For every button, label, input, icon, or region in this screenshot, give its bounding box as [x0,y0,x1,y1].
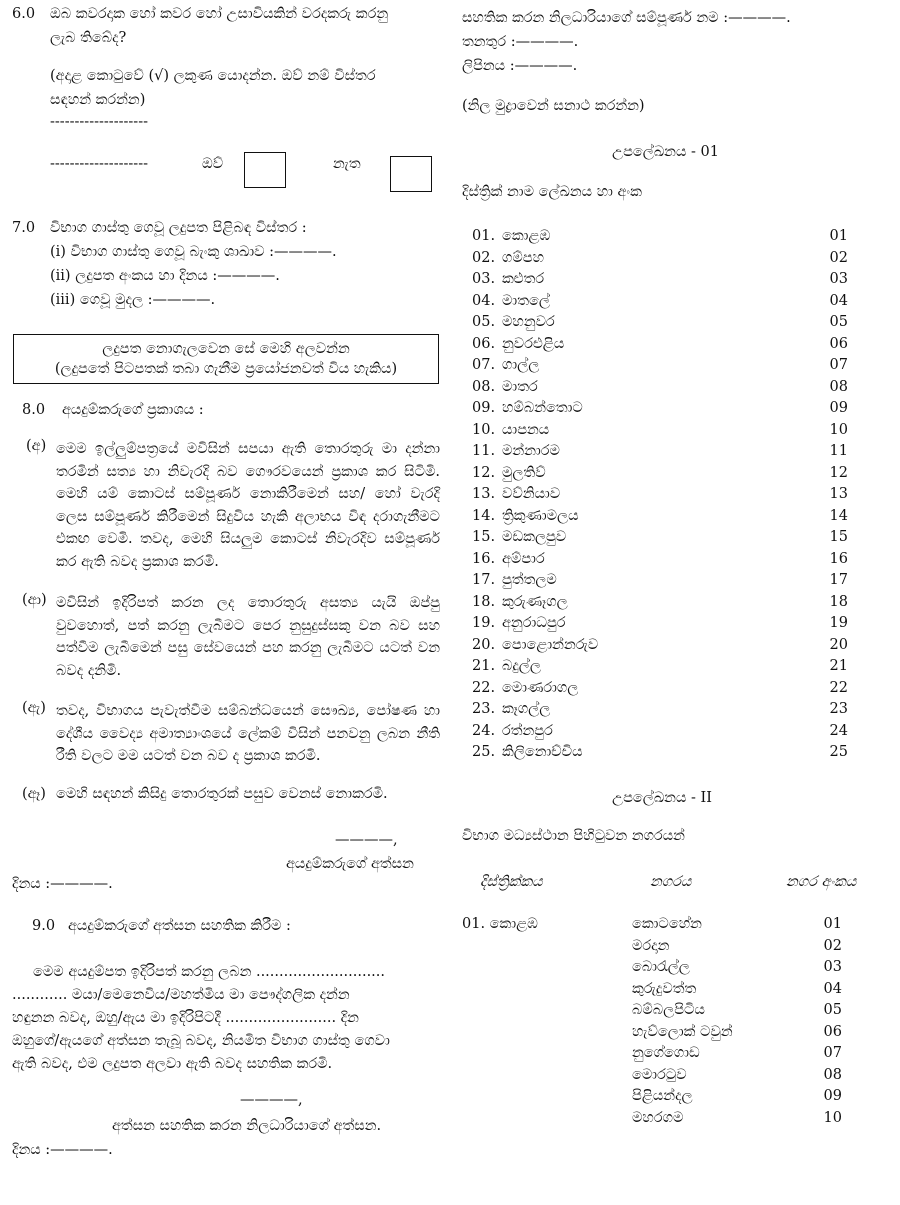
district-code: 15 [829,529,848,545]
q6-number: 6.0 [12,6,36,22]
q8-a-text: මෙම ඉල්ලුම්පත්‍රයේ මවිසින් සපයා ඇති තොරතුරු මා දන්නා තරමින් සත්‍ය හා නිවැරදි බව ගෞරවයෙන් ප්‍රකාශ කර සිටිමි. මෙහි යම් කොටස් සම්පූර්ණ නොකිරීමෙන් සහ/ හෝ වැරදි ලෙස සම්පූර්ණ කිරීමෙන් සිදුවිය හැකි අලාභය විඳ දරාගැනීමට එකඟ වෙමි. තවද, මෙහි සියලුම කොටස් නිවැරදිව සම්පූර්ණ කර ඇති බවද ප්‍රකාශ කරමි. [56,441,440,570]
district-number: 03. [472,271,496,287]
city-row [632,959,842,979]
district-number: 20. [472,636,496,653]
district-name: යාපනය [502,421,550,438]
q7-number: 7.0 [12,220,36,236]
city-code: 01 [823,916,842,932]
col-header-city: නගරය [650,874,692,890]
city-name: බම්බලපිටිය [632,1002,705,1018]
district-name: පුත්තලම [502,572,557,588]
district-number: 15. [472,529,496,545]
city-code: 10 [823,1109,842,1126]
q9-number: 9.0 [32,918,56,934]
officer-signature-label: අත්සන සහතික කරන නිලධාරියාගේ අත්සන. [112,1118,382,1134]
district-code: 07 [829,357,848,373]
district-number: 02. [472,249,496,266]
district-row [472,314,848,334]
district-name: මුලතිව් [502,464,546,481]
receipt-note-line1: ලදුපත නොගැලවෙන සේ මෙහි අලවන්න [102,341,350,357]
city-row [632,981,842,1001]
district-row [472,379,848,399]
district-number: 19. [472,615,496,631]
q7-amount-paid: (iii) ගෙවූ මුදල :————. [50,292,216,308]
district-number: 07. [472,357,496,373]
annex1-heading: උපලේඛනය - 01 [612,144,719,160]
district-code: 03 [829,271,848,287]
district-number: 16. [472,550,496,567]
district-name: පොළොන්නරුව [502,636,599,653]
col-header-city-code: නගර අංකය [786,874,857,890]
district-name: කුරුණෑගල [502,593,568,610]
district-name: නුවරඑළිය [502,335,565,352]
district-code: 19 [829,615,848,631]
q8-b-text: මවිසින් ඉදිරිපත් කරන ලද තොරතුරු අසත්‍ය යැයි ඔප්පු වුවහොත්, පත් කරනු ලැබීමට පෙර නුසුදුස්සකු වන බව සහ පත්වීම ලැබීමෙන් පසු සේවයෙන් පහ කරනු ලැබීමට යටත් වන බවද දනිමි. [56,595,440,679]
district-name: බදුල්ල [502,658,541,674]
district-row [472,701,848,721]
district-name: මොණරාගල [502,679,579,696]
district-name: කෑගල්ල [502,701,551,717]
q7-bank-branch: (i) විභාග ගාස්තු ගෙවූ බැංකු ශාඛාව :————. [50,244,337,260]
district-number: 21. [472,658,496,674]
district-code: 16 [829,550,848,567]
official-seal-note: (නිල මුද්‍රාවෙන් සනාථ කරන්න) [462,98,645,114]
district-code: 12 [829,464,848,481]
district-row [472,271,848,291]
district-name: කළුතර [502,271,545,287]
district-number: 18. [472,593,496,610]
q9-text-line2: ............ මයා/මෙනෙවිය/මහත්මිය මා පෞද්ගලික දන්න [12,987,350,1003]
district-name: ගාල්ල [502,357,540,373]
district-row [472,594,848,614]
district-number: 12. [472,464,496,481]
district-name: හම්බන්තොට [502,400,583,416]
q8-d-label: (ඈ) [22,786,46,802]
district-row [472,551,848,571]
district-code: 14 [829,507,848,524]
city-code: 05 [823,1002,842,1018]
q8-d-text: මෙහි සඳහන් කිසිදු තොරතුරක් පසුව වෙනස් නොකරමි. [56,786,388,802]
applicant-date: දිනය :————. [12,876,113,892]
district-number: 13. [472,486,496,502]
city-name: බොරැල්ල [632,959,690,975]
city-name: කොටහේන [632,916,702,932]
district-row [472,723,848,743]
district-name: අනුරාධපුර [502,615,566,631]
officer-designation: තනතුර :————. [462,34,579,50]
city-code: 02 [823,937,842,954]
q9-title: අයදුම්කරුගේ අත්සන සහතික කිරීම : [68,918,291,934]
city-code: 07 [823,1045,842,1061]
district-name: මාතර [502,378,538,395]
city-name: මරදාන [632,937,670,954]
q6-text-line1: ඔබ කවරදාක හෝ කවර හෝ උසාවියකින් වරදකරු කරනු [50,6,389,22]
district-number: 23. [472,701,496,717]
district-row [472,443,848,463]
district-code: 25 [829,744,848,760]
city-row [632,916,842,936]
receipt-note-line2: (ලදුපතේ පිටපතක් තබා ගැනීම ප්‍රයෝජනවත් විය හැකිය) [54,361,398,377]
district-name: මාතලේ [502,292,550,309]
q6-no-label: නැත [333,156,361,172]
applicant-signature-line: ————, [335,832,398,848]
receipt-paste-box [13,334,439,384]
district-name: වව්නියාව [502,486,561,502]
district-code: 17 [829,572,848,588]
city-code: 09 [823,1088,842,1104]
q6-instruction-line2: සඳහන් කරන්න) [50,92,146,108]
officer-full-name: සහතික කරන නිලධාරියාගේ සම්පූර්ණ නම :————. [462,10,791,26]
city-row [632,1045,842,1065]
annex2-subheading: විභාග මධ්‍යස්ථාන පිහිටුවන නගරයන් [462,828,685,844]
city-name: හැව්ලොක් ටවුන් [632,1023,733,1040]
district-code: 18 [829,593,848,610]
q6-instruction-line1: (අදාළ කොටුවේ (√) ලකුණ යොදන්න. ඔව් නම් විස්තර [50,68,376,84]
district-code: 01 [829,228,848,244]
district-name: අම්පාර [502,550,545,567]
officer-date: දිනය :————. [12,1142,113,1158]
district-row [472,615,848,635]
annex2-district: 01. කොළඹ [462,916,538,932]
city-code: 06 [823,1023,842,1040]
district-row [472,572,848,592]
district-row [472,357,848,377]
district-code: 24 [829,722,848,739]
district-code: 11 [829,443,848,459]
district-name: මඩකලපුව [502,529,567,545]
district-number: 01. [472,228,496,244]
district-row [472,422,848,442]
district-number: 25. [472,744,496,760]
q8-a-label: (අ) [26,438,47,454]
district-name: මන්නාරම [502,443,560,459]
district-row [472,293,848,313]
annex1-subheading: දිස්ත්‍රික් නාම ලේඛනය හා අංක [462,184,642,200]
district-row [472,486,848,506]
q6-yes-label: ඔව් [202,156,224,172]
district-list [472,228,848,768]
district-row [472,508,848,528]
q6-dashes-1: -------------------- [50,114,148,130]
city-row [632,1110,842,1130]
district-row [472,680,848,700]
city-row [632,1024,842,1044]
city-code: 04 [823,980,842,997]
district-code: 09 [829,400,848,416]
city-name: මහරගම [632,1109,684,1126]
q6-dashes-2: -------------------- [50,156,148,172]
city-code: 03 [823,959,842,975]
q8-b-label: (ආ) [22,592,47,608]
city-list [632,916,842,1136]
district-row [472,465,848,485]
district-row [472,637,848,657]
district-row [472,658,848,678]
district-number: 17. [472,572,496,588]
district-code: 22 [829,679,848,696]
annex2-heading: උපලේඛනය - II [612,790,712,806]
district-number: 10. [472,421,496,438]
district-code: 23 [829,701,848,717]
district-row [472,336,848,356]
district-number: 06. [472,335,496,352]
city-name: පිළියන්දල [632,1088,693,1104]
city-row [632,938,842,958]
q6-yes-checkbox[interactable] [244,152,286,188]
district-number: 22. [472,679,496,696]
district-code: 06 [829,335,848,352]
district-row [472,400,848,420]
q9-text-line3: හඳුනන බවද, ඔහු/ඇය මා ඉදිරිපිටදී ........................ දින [12,1010,359,1026]
city-name: නුගේගොඩ [632,1045,700,1061]
officer-signature-line: ————, [240,1092,303,1108]
q9-text-line5: ඇති බවද, එම ලදුපත අලවා ඇති බවද සහතික කරමි. [12,1056,333,1072]
district-code: 04 [829,292,848,309]
district-number: 11. [472,443,496,459]
district-name: කිලිනොච්චිය [502,744,583,760]
district-number: 08. [472,378,496,395]
city-row [632,1088,842,1108]
q6-no-checkbox[interactable] [390,156,432,192]
q6-text-line2: ලැබ තිබේද? [50,30,127,46]
q9-text-line1: මෙම අයදුම්පත ඉදිරිපත් කරනු ලබන ............................ [33,964,386,980]
district-code: 10 [829,421,848,438]
district-number: 14. [472,507,496,524]
q8-title: අයදුම්කරුගේ ප්‍රකාශය : [62,402,204,418]
district-row [472,744,848,764]
district-name: ගම්පහ [502,249,545,266]
city-name: කුරුදුවත්ත [632,980,697,997]
district-code: 05 [829,314,848,330]
applicant-signature-label: අයදුම්කරුගේ අත්සන [286,856,414,872]
q9-text-line4: ඔහුගේ/ඇයගේ අත්සන තැබූ බවද, නියමිත විභාග ගාස්තු ගෙවා [12,1033,390,1049]
district-number: 05. [472,314,496,330]
district-code: 20 [829,636,848,653]
q8-c-label: (ඇ) [22,700,46,716]
q8-number: 8.0 [22,402,46,418]
officer-address: ලිපිනය :————. [462,58,578,74]
district-name: කොළඹ [502,228,551,244]
district-code: 08 [829,378,848,395]
q8-c-text: තවද, විභාගය පැවැත්වීම සම්බන්ධයෙන් සෞඛ්‍ය, පෝෂණ හා දේශීය වෛද්‍ය අමාත්‍යාංශයේ ලේකම් විසින් පනවනු ලබන නීති රීති වලට මම යටත් වන බව ද ප්‍රකාශ කරමි. [56,703,440,764]
city-row [632,1067,842,1087]
col-header-district: දිස්ත්‍රික්කය [480,874,543,890]
city-code: 08 [823,1066,842,1083]
district-number: 24. [472,722,496,739]
district-row [472,250,848,270]
district-code: 13 [829,486,848,502]
district-row [472,529,848,549]
district-name: රත්නපුර [502,722,553,739]
district-code: 02 [829,249,848,266]
q7-receipt-number-date: (ii) ලදුපත අංකය හා දිනය :————. [50,268,280,284]
district-row [472,228,848,248]
district-number: 04. [472,292,496,309]
q7-title: විභාග ගාස්තු ගෙවූ ලදුපත පිළිබඳ විස්තර : [50,220,307,236]
district-code: 21 [829,658,848,674]
city-name: මොරටුව [632,1066,687,1083]
district-number: 09. [472,400,496,416]
city-row [632,1002,842,1022]
district-name: මහනුවර [502,314,555,330]
district-name: ත්‍රිකුණාමලය [502,507,579,524]
